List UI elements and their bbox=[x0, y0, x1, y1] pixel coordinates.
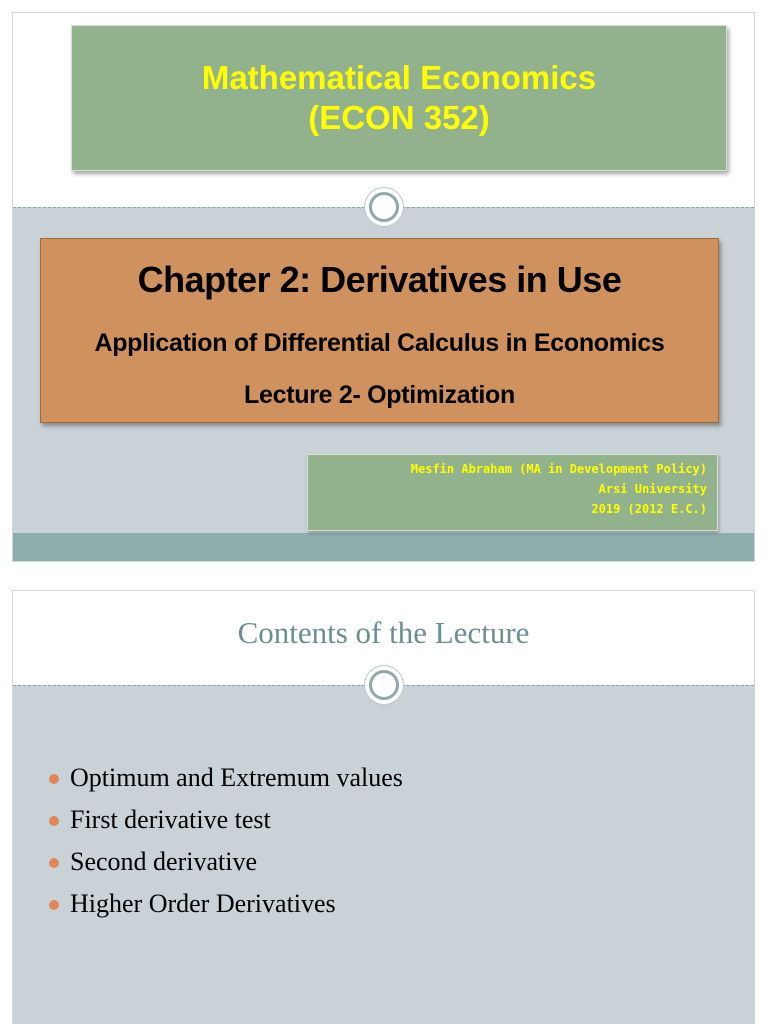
list-item bbox=[49, 759, 403, 801]
list-item-text: Second derivative bbox=[70, 847, 257, 876]
contents-slide bbox=[12, 590, 755, 1024]
list-item bbox=[49, 801, 403, 843]
lecture-title: Lecture 2- Optimization bbox=[244, 381, 515, 409]
chapter-subtitle: Application of Differential Calculus in Economics bbox=[94, 329, 665, 357]
contents-list bbox=[49, 759, 403, 927]
list-item bbox=[49, 885, 403, 927]
course-title: Mathematical Economics bbox=[201, 59, 597, 96]
ring-ornament-icon bbox=[369, 192, 399, 222]
author-box bbox=[307, 454, 718, 531]
bullet-dot-icon bbox=[49, 858, 59, 868]
list-item-text: Optimum and Extremum values bbox=[70, 763, 403, 792]
chapter-box bbox=[40, 238, 719, 423]
author-institution: Arsi University bbox=[598, 482, 707, 496]
slide-footer-band bbox=[13, 533, 754, 561]
ring-ornament-icon bbox=[369, 670, 399, 700]
author-date: 2019 (2012 E.C.) bbox=[591, 502, 707, 516]
author-name: Mesfin Abraham (MA in Development Policy) bbox=[410, 462, 707, 476]
bullet-dot-icon bbox=[49, 816, 59, 826]
list-item-text: First derivative test bbox=[70, 805, 271, 834]
list-item bbox=[49, 843, 403, 885]
list-item-text: Higher Order Derivatives bbox=[70, 889, 336, 918]
bullet-dot-icon bbox=[49, 900, 59, 910]
bullet-dot-icon bbox=[49, 774, 59, 784]
contents-title: Contents of the Lecture bbox=[237, 615, 530, 650]
course-title-box bbox=[71, 25, 727, 171]
chapter-title: Chapter 2: Derivatives in Use bbox=[137, 259, 622, 300]
course-code: (ECON 352) bbox=[308, 99, 490, 136]
title-slide bbox=[12, 12, 755, 562]
